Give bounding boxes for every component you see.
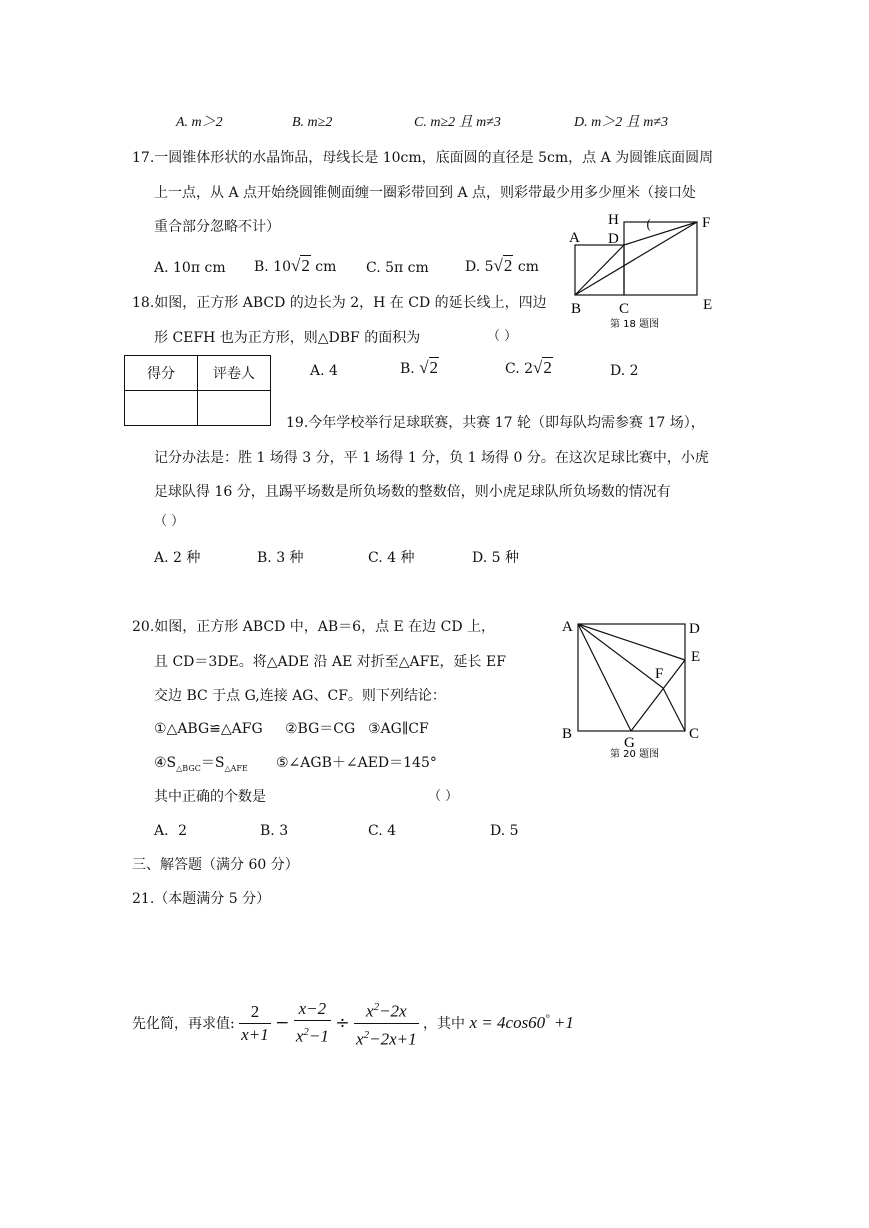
q21-condition: x = 4cos60° +1 [469, 1012, 574, 1033]
fraction-3: $\frac{x^2-2x}{x^2-2x+1}$ [354, 996, 419, 1050]
section-3-title: 三、解答题（满分 60 分） [132, 857, 299, 873]
q19-line-2: 记分办法是：胜 1 场得 3 分，平 1 场得 1 分，负 1 场得 0 分。在这次足球比赛中，小虎 [154, 450, 709, 466]
q20-option-c: C. 4 [368, 823, 397, 839]
q17-option-d: D. 5√2 cm [465, 256, 539, 275]
q18-option-b: B. √2 [400, 358, 439, 377]
q16-option-a: A. m＞2 [176, 115, 223, 130]
q20-conclusion-3: ③AG∥CF [368, 721, 429, 737]
q19-answer-paren: （ ） [154, 514, 185, 529]
label-c: C [689, 726, 700, 742]
label-h: H [608, 212, 619, 228]
q20-option-d: D. 5 [490, 823, 519, 839]
q19-option-d: D. 5 种 [472, 550, 519, 566]
fraction-1: $\frac{2}{x+1}$ [241, 1001, 269, 1044]
label-a: A [569, 230, 580, 246]
q17-line-3: 重合部分忽略不计） [154, 219, 280, 235]
q17-answer-paren: ( [646, 218, 652, 233]
segment-ag [578, 624, 631, 731]
score-cell [125, 391, 198, 426]
segment-df [624, 222, 697, 245]
label-d: D [689, 621, 700, 637]
figure-20-caption: 第 20 题图 [610, 749, 660, 760]
q19-line-3: 足球队得 16 分，且踢平场数是所负场数的整数倍，则小虎足球队所负场数的情况有 [154, 484, 671, 500]
figure-20 [556, 614, 706, 764]
q17-line-2: 上一点，从 A 点开始绕圆锥侧面缠一圈彩带回到 A 点，则彩带最少用多少厘米（接口处 [154, 185, 697, 201]
label-b: B [571, 301, 582, 317]
q20-answer-paren: （ ） [428, 789, 459, 804]
q20-line-1: 20.如图，正方形 ABCD 中，AB＝6，点 E 在边 CD 上， [132, 619, 496, 635]
q20-conclusion-2: ②BG＝CG [285, 721, 356, 737]
q16-option-b: B. m≥2 [292, 115, 333, 130]
grader-cell [198, 391, 271, 426]
label-b: B [562, 726, 573, 742]
q17-option-c: C. 5π cm [366, 260, 429, 276]
q17-option-a: A. 10π cm [154, 260, 226, 276]
q20-conclusion-4: $④S_{\triangle BGC}=S_{\triangle AFE}$ [154, 755, 248, 773]
q20-option-b: B. 3 [260, 823, 289, 839]
q16-option-d: D. m＞2 且 m≠3 [574, 115, 669, 130]
q18-option-d: D. 2 [610, 363, 639, 379]
label-g: G [624, 735, 635, 751]
score-header: 得分 [125, 356, 198, 391]
q16-option-c: C. m≥2 且 m≠3 [414, 115, 501, 130]
label-c: C [619, 301, 630, 317]
label-f: F [655, 666, 664, 682]
score-table [124, 355, 271, 426]
label-e: E [703, 297, 713, 313]
q18-option-c: C. 2√2 [505, 358, 552, 377]
label-d: D [608, 231, 619, 247]
q20-question: 其中正确的个数是 [154, 789, 266, 805]
q20-line-2: 且 CD＝3DE。将△ADE 沿 AE 对折至△AFE，延长 EF [154, 654, 506, 670]
segment-ae [578, 624, 685, 660]
q17-option-b: B. 10√2 cm [254, 256, 337, 275]
q18-line-2: 形 CEFH 也为正方形，则△DBF 的面积为 [154, 330, 421, 346]
q17-line-1: 17.一圆锥体形状的水晶饰品，母线长是 10cm，底面圆的直径是 5cm，点 A 为圆锥底面圆周 [132, 150, 714, 166]
figure-18-caption: 第 18 题图 [610, 319, 660, 330]
q21-header: 21.（本题满分 5 分） [132, 891, 271, 907]
label-e: E [691, 649, 701, 665]
label-f: F [702, 215, 711, 231]
grader-header: 评卷人 [198, 356, 271, 391]
q19-option-a: A. 2 种 [154, 550, 201, 566]
q19-option-c: C. 4 种 [368, 550, 415, 566]
q20-option-a: A．2 [154, 823, 188, 839]
q21-expression: 先化简，再求值: $\frac{2}{x+1}$ − $\frac{x-2}{x^2-1}$ ÷ $\frac{x^2-2x}{x^2-2x+1}$ ，其中 x = 4cos60° +1 [132, 996, 574, 1050]
q18-answer-paren: （ ） [487, 329, 518, 344]
q19-line-1: 19.今年学校举行足球联赛，共赛 17 轮（即每队均需参赛 17 场）， [286, 415, 705, 431]
q18-option-a: A. 4 [310, 363, 338, 379]
square-abcd [578, 624, 685, 731]
q18-line-1: 18.如图，正方形 ABCD 的边长为 2，H 在 CD 的延长线上，四边 [132, 295, 547, 311]
q19-option-b: B. 3 种 [257, 550, 304, 566]
segment-bf [575, 222, 697, 295]
figure-18 [560, 208, 730, 333]
q20-line-3: 交边 BC 于点 G,连接 AG、CF。则下列结论： [154, 688, 446, 704]
segment-cf [663, 688, 685, 731]
label-a: A [562, 619, 573, 635]
q20-conclusion-1: ①△ABG≌△AFG [154, 721, 263, 737]
q20-conclusion-5: ⑤∠AGB＋∠AED＝145° [276, 755, 437, 771]
segment-af [578, 624, 663, 688]
fraction-2: $\frac{x-2}{x^2-1}$ [295, 999, 329, 1046]
